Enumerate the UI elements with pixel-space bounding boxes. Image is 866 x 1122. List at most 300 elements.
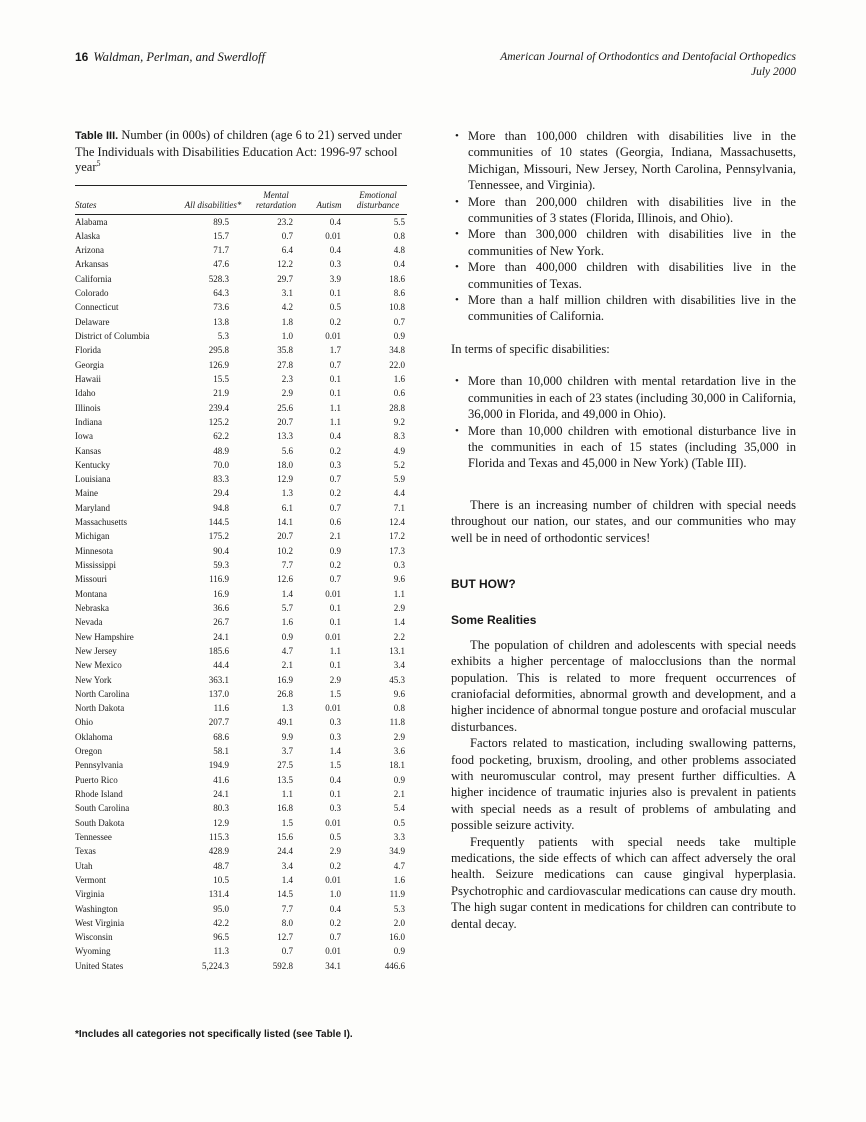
cell-autism: 0.1 — [329, 288, 341, 299]
table-row — [75, 773, 407, 787]
cell-autism: 0.7 — [329, 502, 341, 513]
cell-state: West Virginia — [75, 917, 125, 928]
cell-mental-retardation: 5.7 — [281, 602, 293, 613]
cell-state: Montana — [75, 588, 107, 599]
bullet-item: • More than 200,000 children with disabilities live in the communities of 3 states (Florida, Illinois, and Ohio). — [451, 194, 796, 227]
cell-emotional-disturbance: 34.8 — [389, 345, 405, 356]
cell-all-disabilities: 29.4 — [213, 488, 229, 499]
table-row — [75, 444, 407, 458]
cell-all-disabilities: 363.1 — [208, 674, 229, 685]
cell-state: Louisiana — [75, 474, 111, 485]
bullet-item: • More than 400,000 children with disabilities live in the communities of Texas. — [451, 259, 796, 292]
cell-state: Delaware — [75, 316, 110, 327]
cell-all-disabilities: 58.1 — [213, 746, 229, 757]
table-row — [75, 329, 407, 343]
cell-all-disabilities: 42.2 — [213, 917, 229, 928]
table-row — [75, 944, 407, 958]
col-header-emotional-disturbance: Emotional disturbance — [356, 189, 400, 210]
cell-all-disabilities: 48.7 — [213, 860, 229, 871]
cell-state: Minnesota — [75, 545, 113, 556]
cell-mental-retardation: 13.3 — [277, 431, 293, 442]
cell-emotional-disturbance: 22.0 — [389, 359, 405, 370]
cell-emotional-disturbance: 0.3 — [393, 560, 405, 570]
cell-all-disabilities: 15.5 — [213, 373, 229, 384]
cell-mental-retardation: 2.9 — [281, 388, 293, 399]
cell-state: New Hampshire — [75, 631, 134, 642]
table-row — [75, 730, 407, 744]
cell-autism: 0.9 — [329, 545, 341, 556]
table-row — [75, 658, 407, 672]
cell-mental-retardation: 4.2 — [281, 302, 293, 313]
cell-all-disabilities: 47.6 — [213, 259, 229, 270]
cell-state: New Mexico — [75, 660, 122, 671]
table-row — [75, 644, 407, 658]
cell-all-disabilities: 144.5 — [208, 517, 229, 528]
cell-state: Wyoming — [75, 946, 111, 957]
cell-mental-retardation: 1.3 — [281, 488, 293, 499]
cell-emotional-disturbance: 8.3 — [393, 431, 405, 442]
table-row — [75, 744, 407, 758]
table-row — [75, 615, 407, 629]
cell-autism: 2.9 — [329, 846, 341, 857]
cell-all-disabilities: 80.3 — [213, 803, 229, 814]
cell-all-disabilities: 116.9 — [209, 574, 229, 585]
paragraph-medications: Frequently patients with special needs take multiple medications, the side effects of which can affect adversely the oral health. Seizure medications can cause gingival hyperplasia. Psychotrophic and cardiovascular medications can cause dry mouth. The high sugar content in medications for children can contribute to dental decay. — [451, 834, 796, 931]
cell-emotional-disturbance: 2.9 — [393, 602, 405, 613]
cell-emotional-disturbance: 18.6 — [389, 273, 405, 284]
cell-state: Washington — [75, 903, 118, 914]
cell-autism: 0.5 — [329, 302, 341, 313]
table-row — [75, 300, 407, 314]
cell-mental-retardation: 1.1 — [281, 789, 293, 799]
cell-mental-retardation: 3.1 — [281, 288, 293, 299]
cell-state: Virginia — [75, 889, 105, 900]
table-row — [75, 930, 407, 944]
table-row — [75, 844, 407, 858]
cell-autism: 0.1 — [329, 602, 341, 613]
cell-autism: 0.01 — [325, 331, 341, 341]
cell-mental-retardation: 2.1 — [281, 660, 293, 671]
cell-emotional-disturbance: 17.2 — [389, 531, 405, 542]
cell-emotional-disturbance: 1.4 — [393, 617, 405, 628]
cell-mental-retardation: 29.7 — [277, 273, 293, 284]
table-row — [75, 601, 407, 615]
cell-mental-retardation: 18.0 — [277, 459, 293, 470]
cell-all-disabilities: 131.4 — [208, 889, 229, 900]
table-row — [75, 873, 407, 887]
cell-emotional-disturbance: 12.4 — [389, 517, 405, 528]
cell-autism: 0.3 — [329, 731, 341, 742]
table-label: Table III. — [75, 130, 119, 142]
cell-state: North Dakota — [75, 703, 125, 714]
table-row — [75, 214, 407, 229]
cell-emotional-disturbance: 4.9 — [393, 445, 405, 456]
cell-state: United States — [75, 960, 124, 971]
cell-emotional-disturbance: 8.6 — [393, 288, 405, 299]
cell-state: Maine — [75, 488, 98, 499]
cell-autism: 0.7 — [329, 932, 341, 943]
page-number: 16 — [75, 50, 89, 64]
cell-emotional-disturbance: 9.6 — [393, 574, 405, 585]
cell-state: Hawaii — [75, 373, 101, 384]
cell-all-disabilities: 95.0 — [213, 903, 229, 914]
cell-autism: 0.7 — [329, 574, 341, 585]
cell-state: Maryland — [75, 502, 110, 513]
cell-mental-retardation: 6.1 — [281, 502, 293, 513]
cell-mental-retardation: 12.7 — [277, 932, 293, 943]
running-header — [75, 50, 796, 80]
cell-autism: 1.4 — [329, 746, 341, 757]
cell-all-disabilities: 89.5 — [213, 216, 229, 227]
cell-mental-retardation: 27.5 — [277, 760, 293, 771]
cell-autism: 0.3 — [329, 259, 341, 270]
cell-state: Ohio — [75, 717, 93, 728]
cell-autism: 0.4 — [329, 903, 341, 914]
cell-emotional-disturbance: 3.4 — [393, 660, 405, 671]
cell-autism: 0.2 — [329, 860, 341, 871]
table-row — [75, 544, 407, 558]
table-row — [75, 572, 407, 586]
cell-mental-retardation: 14.1 — [277, 517, 293, 528]
cell-emotional-disturbance: 45.3 — [389, 674, 405, 685]
cell-all-disabilities: 194.9 — [208, 760, 229, 771]
bullet-item: • More than a half million children with disabilities live in the communities of California. — [451, 292, 796, 325]
cell-mental-retardation: 12.2 — [277, 259, 293, 270]
table-row — [75, 257, 407, 271]
table-row — [75, 229, 407, 243]
cell-all-disabilities: 10.5 — [213, 874, 229, 885]
cell-mental-retardation: 24.4 — [277, 846, 293, 857]
table-row — [75, 243, 407, 257]
cell-all-disabilities: 126.9 — [208, 359, 229, 370]
table-row — [75, 916, 407, 930]
table-row — [75, 315, 407, 329]
cell-mental-retardation: 1.4 — [281, 874, 293, 885]
cell-autism: 1.5 — [329, 688, 341, 699]
cell-autism: 1.1 — [329, 416, 341, 427]
cell-autism: 0.4 — [329, 431, 341, 442]
cell-all-disabilities: 239.4 — [208, 402, 229, 413]
cell-state: Oregon — [75, 746, 102, 757]
cell-mental-retardation: 1.6 — [281, 617, 293, 628]
cell-autism: 0.4 — [329, 774, 341, 785]
cell-state: Nevada — [75, 617, 103, 628]
cell-mental-retardation: 20.7 — [277, 416, 293, 427]
left-column — [75, 128, 407, 1040]
cell-autism: 0.1 — [329, 660, 341, 671]
cell-all-disabilities: 24.1 — [213, 789, 229, 799]
cell-all-disabilities: 48.9 — [213, 445, 229, 456]
cell-mental-retardation: 12.6 — [277, 574, 293, 585]
cell-state: North Carolina — [75, 688, 130, 699]
table-row — [75, 486, 407, 500]
cell-state: Connecticut — [75, 302, 119, 313]
cell-emotional-disturbance: 17.3 — [389, 545, 405, 556]
cell-all-disabilities: 175.2 — [208, 531, 229, 542]
cell-all-disabilities: 36.6 — [213, 602, 229, 613]
cell-emotional-disturbance: 34.9 — [389, 846, 405, 857]
cell-autism: 0.1 — [329, 617, 341, 628]
cell-state: Massachusetts — [75, 517, 127, 528]
cell-emotional-disturbance: 18.1 — [389, 760, 405, 771]
cell-emotional-disturbance: 9.6 — [393, 688, 405, 699]
cell-autism: 0.01 — [325, 230, 341, 241]
cell-emotional-disturbance: 0.7 — [393, 316, 405, 327]
cell-emotional-disturbance: 0.8 — [393, 703, 405, 714]
table-row — [75, 501, 407, 515]
cell-autism: 2.1 — [329, 531, 341, 542]
cell-state: Puerto Rico — [75, 774, 118, 785]
cell-all-disabilities: 70.0 — [213, 459, 229, 470]
cell-emotional-disturbance: 0.9 — [393, 946, 405, 957]
cell-mental-retardation: 1.4 — [281, 588, 293, 599]
cell-autism: 0.2 — [329, 917, 341, 928]
cell-mental-retardation: 9.9 — [281, 731, 293, 742]
cell-autism: 0.7 — [329, 359, 341, 370]
cell-all-disabilities: 115.3 — [209, 831, 229, 842]
cell-mental-retardation: 7.7 — [281, 560, 293, 570]
table-row — [75, 687, 407, 701]
specific-disability-bullet-list — [451, 373, 796, 471]
cell-all-disabilities: 207.7 — [208, 717, 229, 728]
cell-mental-retardation: 16.9 — [277, 674, 293, 685]
paragraph-population: The population of children and adolescents with special needs exhibits a higher percentage of malocclusions than the normal population. This is related to more frequent occurrences of craniofacial deformities, abnormal growth and development, and a higher incidence of abnormal tongue posture and orofacial muscular disturbances. — [451, 637, 796, 734]
table-iii — [75, 185, 407, 974]
cell-state: California — [75, 273, 112, 284]
cell-emotional-disturbance: 5.4 — [393, 803, 405, 814]
cell-emotional-disturbance: 1.6 — [393, 373, 405, 384]
table-row — [75, 415, 407, 429]
cell-emotional-disturbance: 10.8 — [389, 302, 405, 313]
table-row — [75, 887, 407, 901]
cell-mental-retardation: 20.7 — [277, 531, 293, 542]
cell-emotional-disturbance: 16.0 — [389, 932, 405, 943]
cell-emotional-disturbance: 4.7 — [393, 860, 405, 871]
cell-autism: 0.5 — [329, 831, 341, 842]
cell-mental-retardation: 26.8 — [277, 688, 293, 699]
running-header-right — [500, 50, 796, 80]
cell-emotional-disturbance: 446.6 — [384, 960, 405, 971]
cell-all-disabilities: 71.7 — [213, 245, 229, 256]
cell-all-disabilities: 5.3 — [217, 331, 229, 341]
paragraph-factors: Factors related to mastication, including swallowing patterns, food pocketing, bruxism, drooling, and other problems associated with neuromuscular control, may present further difficulties. A higher incidence of traumatic injuries also is prevalent in patients with special needs as a result of problems of ambulating and possible seizure activity. — [451, 736, 796, 833]
cell-emotional-disturbance: 5.9 — [393, 474, 405, 485]
table-footnote: *Includes all categories not specifically listed (see Table I). — [75, 1029, 353, 1041]
cell-all-disabilities: 11.3 — [213, 946, 229, 957]
table-row — [75, 587, 407, 601]
cell-state: Pennsylvania — [75, 760, 123, 771]
cell-emotional-disturbance: 28.8 — [389, 402, 405, 413]
cell-all-disabilities: 90.4 — [213, 545, 229, 556]
cell-mental-retardation: 0.7 — [281, 946, 293, 957]
cell-emotional-disturbance: 9.2 — [393, 416, 405, 427]
cell-mental-retardation: 23.2 — [277, 216, 293, 227]
cell-mental-retardation: 14.5 — [277, 889, 293, 900]
cell-mental-retardation: 4.7 — [281, 645, 293, 656]
cell-all-disabilities: 26.7 — [213, 617, 229, 628]
cell-emotional-disturbance: 3.6 — [393, 746, 405, 757]
table-row — [75, 358, 407, 372]
table-row — [75, 343, 407, 357]
cell-state: Wisconsin — [75, 932, 113, 943]
cell-state: Colorado — [75, 288, 109, 299]
cell-emotional-disturbance: 4.4 — [393, 488, 405, 499]
cell-state: Oklahoma — [75, 731, 113, 742]
cell-mental-retardation: 1.3 — [281, 703, 293, 714]
cell-emotional-disturbance: 7.1 — [393, 502, 405, 513]
table-row — [75, 758, 407, 772]
page-columns — [75, 128, 796, 1040]
cell-state: Michigan — [75, 531, 110, 542]
cell-mental-retardation: 3.7 — [281, 746, 293, 757]
cell-state: Idaho — [75, 388, 96, 399]
cell-state: Florida — [75, 345, 101, 356]
cell-autism: 0.7 — [329, 474, 341, 485]
cell-mental-retardation: 592.8 — [272, 960, 293, 971]
cell-emotional-disturbance: 0.8 — [393, 230, 405, 241]
table-header-row — [75, 185, 407, 214]
cell-autism: 0.1 — [329, 373, 341, 384]
cell-state: Kansas — [75, 445, 101, 456]
cell-autism: 0.3 — [329, 459, 341, 470]
cell-all-disabilities: 62.2 — [213, 431, 229, 442]
cell-mental-retardation: 10.2 — [277, 545, 293, 556]
cell-state: District of Columbia — [75, 331, 150, 341]
cell-state: Arizona — [75, 245, 104, 256]
cell-mental-retardation: 8.0 — [281, 917, 293, 928]
cell-emotional-disturbance: 2.2 — [393, 631, 405, 642]
cell-all-disabilities: 13.8 — [213, 316, 229, 327]
cell-mental-retardation: 16.8 — [277, 803, 293, 814]
cell-autism: 3.9 — [329, 273, 341, 284]
cell-all-disabilities: 64.3 — [213, 288, 229, 299]
cell-all-disabilities: 94.8 — [213, 502, 229, 513]
cell-autism: 0.1 — [329, 789, 341, 799]
cell-state: Nebraska — [75, 602, 109, 613]
table-row — [75, 801, 407, 815]
cell-state: Alabama — [75, 216, 108, 227]
cell-all-disabilities: 528.3 — [208, 273, 229, 284]
cell-mental-retardation: 35.8 — [277, 345, 293, 356]
cell-autism: 0.2 — [329, 445, 341, 456]
cell-autism: 0.4 — [329, 245, 341, 256]
cell-all-disabilities: 41.6 — [213, 774, 229, 785]
table-row — [75, 558, 407, 572]
table-row — [75, 529, 407, 543]
table-caption — [75, 128, 407, 176]
journal-title: American Journal of Orthodontics and Dentofacial Orthopedics — [500, 51, 796, 63]
table-row — [75, 429, 407, 443]
table-row — [75, 472, 407, 486]
table-row — [75, 816, 407, 830]
cell-emotional-disturbance: 1.1 — [393, 588, 405, 599]
cell-all-disabilities: 44.4 — [213, 660, 229, 671]
cell-state: New Jersey — [75, 645, 117, 656]
cell-state: Texas — [75, 846, 96, 857]
cell-emotional-disturbance: 5.5 — [393, 216, 405, 227]
table-caption-text: Number (in 000s) of children (age 6 to 21) served under The Individuals with Disabilities Education Act: 1996-97 school year — [75, 128, 402, 174]
right-column — [451, 128, 796, 1040]
table-row — [75, 401, 407, 415]
cell-emotional-disturbance: 2.0 — [393, 917, 405, 928]
cell-all-disabilities: 73.6 — [213, 302, 229, 313]
cell-state: South Carolina — [75, 803, 130, 814]
bullet-item: • More than 10,000 children with mental retardation live in the communities in each of 23 states (including 30,000 in California, 36,000 in Florida, and 49,000 in Ohio). — [451, 373, 796, 422]
cell-emotional-disturbance: 11.8 — [389, 717, 405, 728]
table-row — [75, 272, 407, 286]
cell-autism: 0.01 — [325, 874, 341, 885]
cell-all-disabilities: 11.6 — [213, 703, 229, 714]
table-row — [75, 372, 407, 386]
cell-all-disabilities: 68.6 — [213, 731, 229, 742]
table-row — [75, 630, 407, 644]
cell-autism: 0.2 — [329, 560, 341, 570]
cell-state: Tennessee — [75, 831, 112, 842]
cell-mental-retardation: 15.6 — [277, 831, 293, 842]
cell-all-disabilities: 59.3 — [213, 560, 229, 570]
cell-state: Missouri — [75, 574, 108, 585]
cell-state: Illinois — [75, 402, 101, 413]
cell-all-disabilities: 5,224.3 — [202, 960, 229, 971]
bullet-item: • More than 100,000 children with disabilities live in the communities of 10 states (Georgia, Indiana, Massachusetts, Michigan, Missouri, New Jersey, North Carolina, Pennsylvania, Tennessee, and Virginia). — [451, 128, 796, 194]
cell-autism: 0.3 — [329, 803, 341, 814]
cell-emotional-disturbance: 2.1 — [393, 789, 405, 799]
cell-all-disabilities: 12.9 — [213, 817, 229, 828]
cell-mental-retardation: 6.4 — [281, 245, 293, 256]
cell-mental-retardation: 12.9 — [277, 474, 293, 485]
cell-autism: 0.3 — [329, 717, 341, 728]
cell-all-disabilities: 15.7 — [213, 230, 229, 241]
cell-all-disabilities: 16.9 — [213, 588, 229, 599]
table-row — [75, 701, 407, 715]
bullet-item: • More than 300,000 children with disabilities live in the communities of New York. — [451, 226, 796, 259]
cell-mental-retardation: 0.7 — [281, 230, 293, 241]
cell-autism: 0.01 — [325, 631, 341, 642]
subsection-heading-some-realities: Some Realities — [451, 613, 537, 628]
cell-all-disabilities: 96.5 — [213, 932, 229, 943]
cell-state: South Dakota — [75, 817, 125, 828]
cell-all-disabilities: 24.1 — [213, 631, 229, 642]
table-row — [75, 859, 407, 873]
cell-emotional-disturbance: 0.5 — [393, 817, 405, 828]
cell-mental-retardation: 27.8 — [277, 359, 293, 370]
cell-emotional-disturbance: 0.9 — [393, 331, 405, 341]
cell-emotional-disturbance: 0.6 — [393, 388, 405, 399]
journal-date: July 2000 — [750, 66, 796, 78]
cell-autism: 0.1 — [329, 388, 341, 399]
cell-all-disabilities: 428.9 — [208, 846, 229, 857]
table-row — [75, 515, 407, 529]
col-header-all-disabilities: All disabilities* — [184, 200, 242, 210]
cell-autism: 0.01 — [325, 946, 341, 957]
bullet-item: • More than 10,000 children with emotional disturbance live in the communities in each of 15 states (including 35,000 in Florida and Texas and 45,000 in New York) (Table III). — [451, 423, 796, 472]
cell-state: Vermont — [75, 874, 106, 885]
cell-all-disabilities: 137.0 — [208, 688, 229, 699]
running-header-left — [75, 50, 265, 65]
cell-emotional-disturbance: 11.9 — [389, 889, 405, 900]
cell-state: Alaska — [75, 230, 100, 241]
table-row — [75, 830, 407, 844]
cell-state: Utah — [75, 860, 93, 871]
table-row — [75, 959, 407, 973]
cell-emotional-disturbance: 2.9 — [393, 731, 405, 742]
cell-mental-retardation: 49.1 — [277, 717, 293, 728]
disability-count-bullet-list — [451, 128, 796, 325]
cell-emotional-disturbance: 5.2 — [393, 459, 405, 470]
cell-state: Georgia — [75, 359, 104, 370]
section-heading-but-how: BUT HOW? — [451, 576, 516, 591]
cell-autism: 0.01 — [325, 588, 341, 599]
